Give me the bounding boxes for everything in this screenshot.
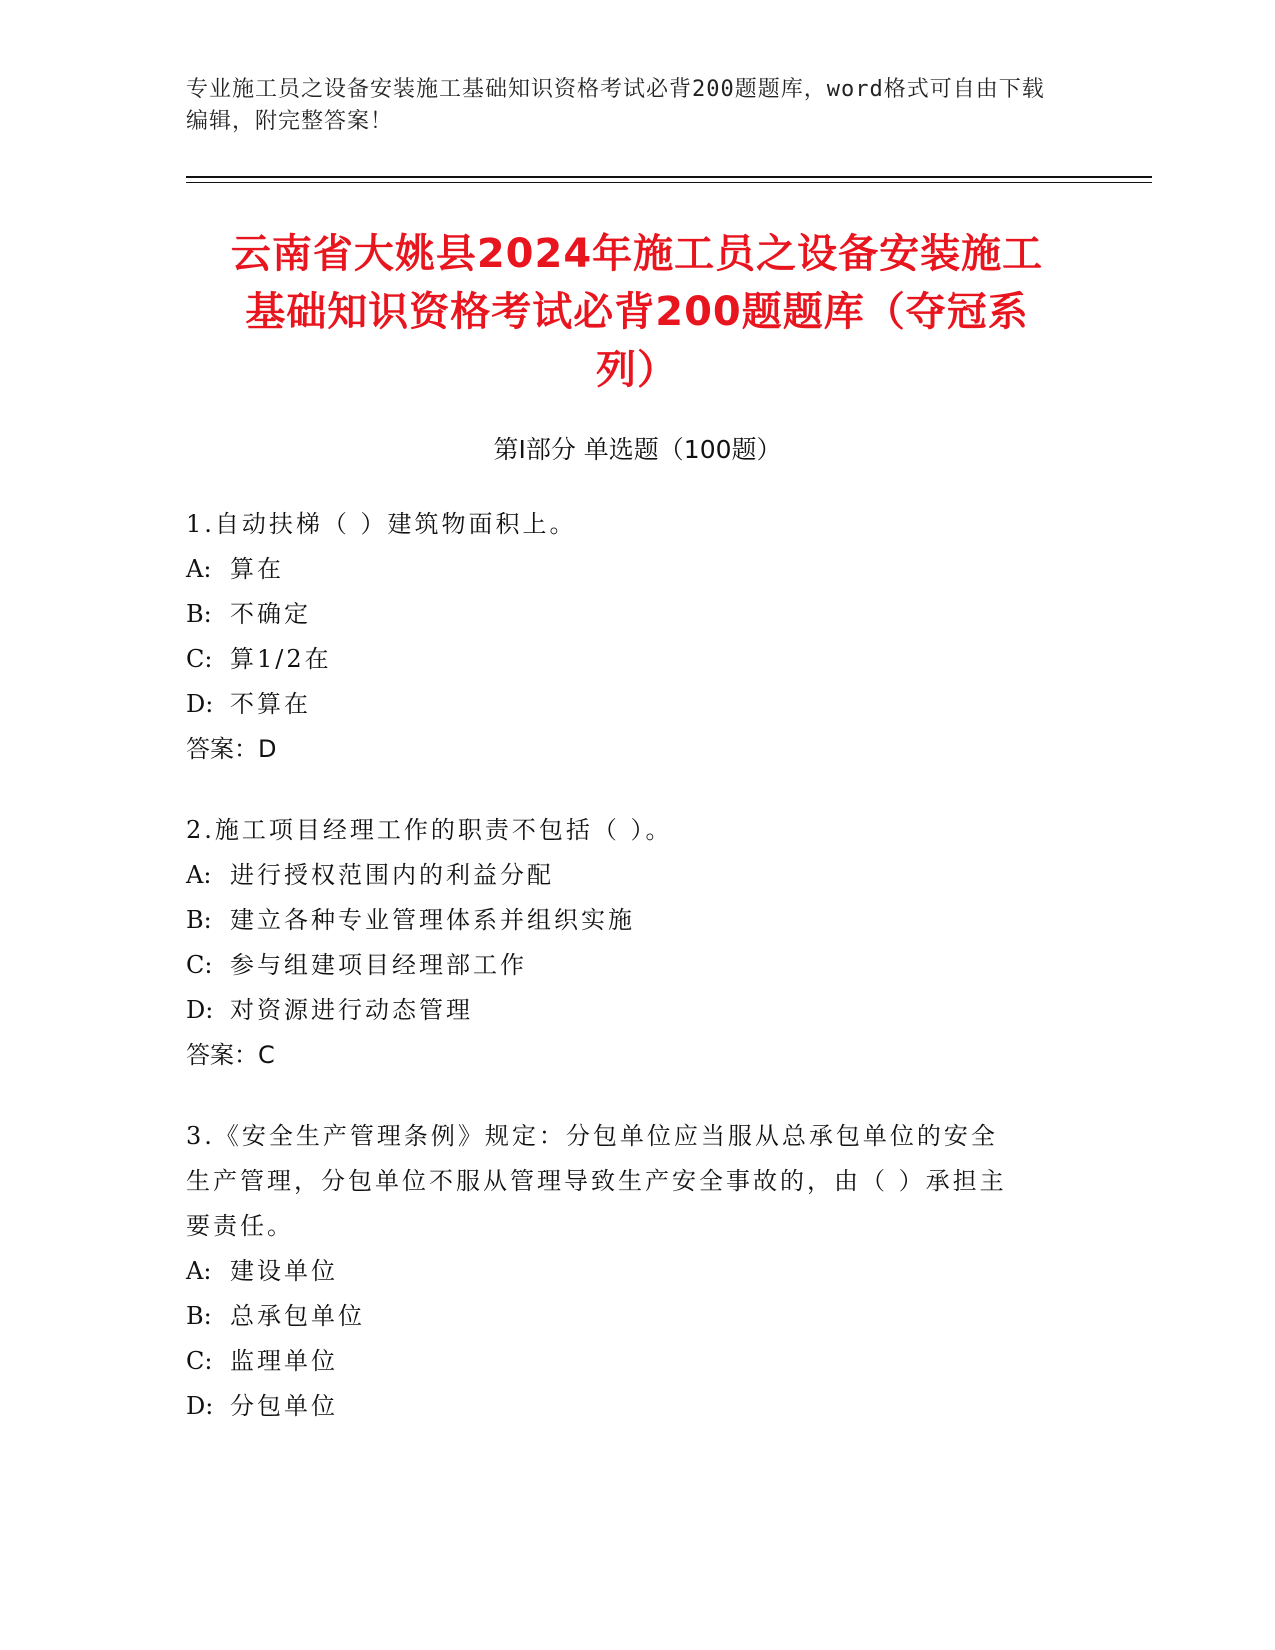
option-c — [186, 1339, 1066, 1384]
option-key: D: — [186, 996, 214, 1024]
question-stem: 2.施工项目经理工作的职责不包括（ ）。 — [186, 816, 673, 844]
option-text: 参与组建项目经理部工作 — [230, 951, 527, 979]
header-divider-thick — [186, 176, 1152, 178]
option-key: C: — [186, 951, 213, 979]
header-note: 专业施工员之设备安装施工基础知识资格考试必背200题题库，word格式可自由下载编辑，附完整答案！ — [186, 77, 1045, 134]
answer-line: 答案：D — [186, 735, 277, 763]
option-b — [186, 592, 1066, 637]
option-c — [186, 637, 1066, 682]
option-text: 对资源进行动态管理 — [230, 996, 473, 1024]
option-text: 总承包单位 — [230, 1302, 365, 1330]
option-key: B: — [186, 600, 212, 628]
question-stem-line: 3.《安全生产管理条例》规定：分包单位应当服从总承包单位的安全 — [186, 1122, 998, 1150]
option-text: 建立各种专业管理体系并组织实施 — [230, 906, 635, 934]
question-stem-line: 生产管理，分包单位不服从管理导致生产安全事故的，由（ ）承担主 — [186, 1167, 1007, 1195]
option-key: A: — [186, 861, 212, 889]
question-2 — [186, 808, 1066, 1078]
option-d — [186, 1384, 1066, 1429]
option-key: A: — [186, 1257, 212, 1285]
option-key: C: — [186, 1347, 213, 1375]
question-stem: 1.自动扶梯（ ）建筑物面积上。 — [186, 510, 577, 538]
option-b — [186, 1294, 1066, 1339]
option-text: 监理单位 — [230, 1347, 338, 1375]
option-text: 算在 — [230, 555, 284, 583]
option-c — [186, 943, 1066, 988]
question-stem-line: 要责任。 — [186, 1212, 294, 1240]
option-key: D: — [186, 1392, 214, 1420]
option-a — [186, 547, 1066, 592]
title-line: 列） — [596, 347, 678, 393]
option-key: B: — [186, 906, 212, 934]
option-a — [186, 1249, 1066, 1294]
option-d — [186, 682, 1066, 727]
option-a — [186, 853, 1066, 898]
section-heading: 第Ⅰ部分 单选题（100题） — [493, 435, 782, 464]
question-3 — [186, 1114, 1066, 1429]
question-1 — [186, 502, 1066, 772]
title-line: 基础知识资格考试必背200题题库（夺冠系 — [245, 289, 1029, 335]
option-b — [186, 898, 1066, 943]
option-key: C: — [186, 645, 213, 673]
answer-line: 答案：C — [186, 1041, 275, 1069]
option-text: 建设单位 — [230, 1257, 338, 1285]
title-line: 云南省大姚县2024年施工员之设备安装施工 — [230, 231, 1044, 277]
option-text: 不算在 — [230, 690, 311, 718]
option-key: B: — [186, 1302, 212, 1330]
option-key: A: — [186, 555, 212, 583]
option-d — [186, 988, 1066, 1033]
option-text: 不确定 — [230, 600, 311, 628]
document-title — [186, 225, 1088, 399]
header-divider-thin — [186, 182, 1152, 183]
option-text: 算1/2在 — [230, 645, 332, 673]
option-text: 分包单位 — [230, 1392, 338, 1420]
option-key: D: — [186, 690, 214, 718]
option-text: 进行授权范围内的利益分配 — [230, 861, 554, 889]
